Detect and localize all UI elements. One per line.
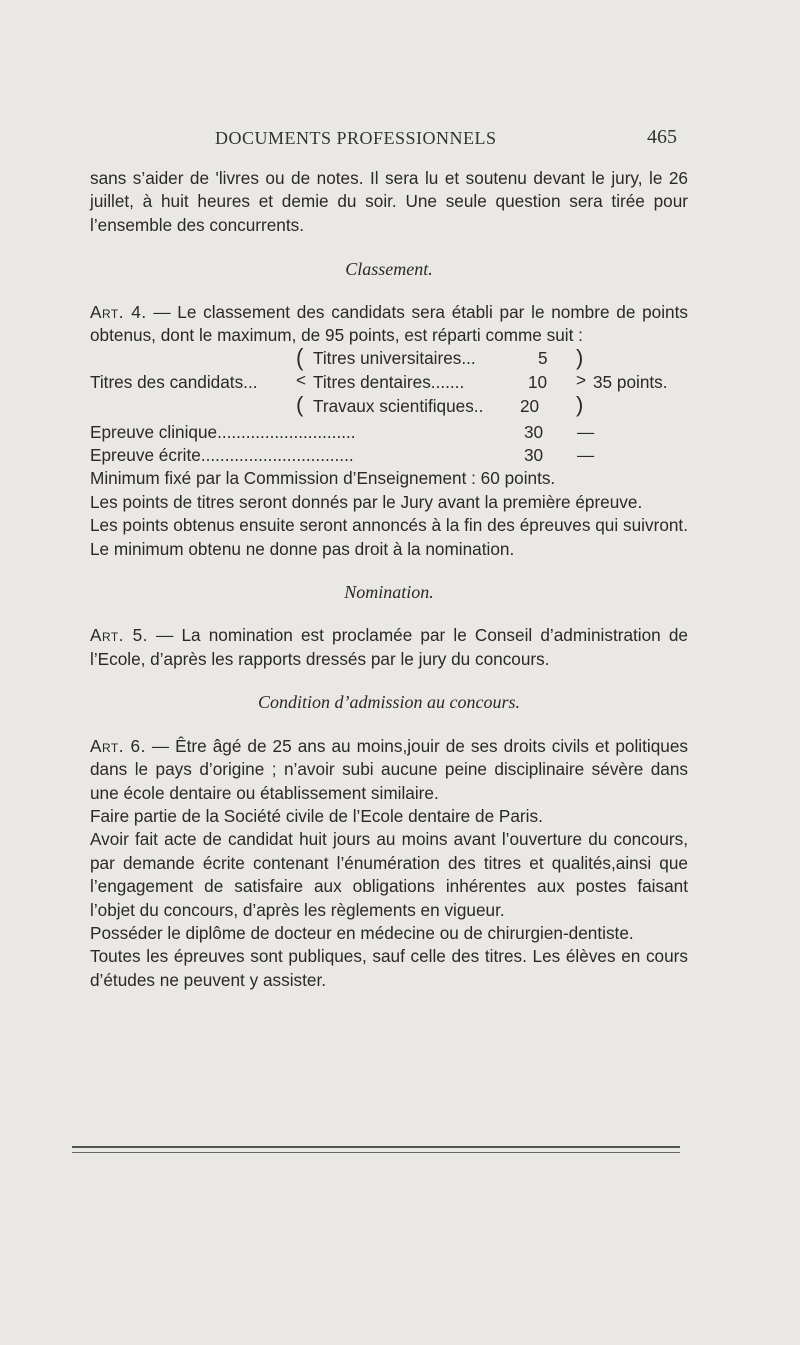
titles-group-label: Titres des candidats...: [90, 372, 258, 393]
art-5-paragraph: [90, 624, 688, 671]
titles-item-points: 5: [538, 348, 548, 369]
epreuve-points: 30: [524, 445, 544, 466]
left-brace-mid: <: [296, 370, 307, 391]
condition-paragraph: Faire partie de la Société civile de l’Ecole dentaire de Paris.: [90, 805, 543, 826]
epreuve-row: [90, 444, 688, 467]
titles-item-points: 10: [528, 372, 548, 393]
epreuve-points: 30: [524, 422, 544, 443]
art-4-label: Art. 4.: [90, 301, 147, 322]
titles-item-label: Titres universitaires...: [313, 348, 476, 369]
titres-paragraph: Les points de titres seront donnés par le Jury avant la première épreuve.: [90, 491, 643, 512]
art-4-paragraph: [90, 301, 688, 348]
epreuves-list: [90, 421, 688, 467]
epreuve-row: [90, 421, 688, 444]
condition-paragraph: Avoir fait acte de candidat huit jours au moins avant l’ouverture du concours, par demande écrite contenant l’énumération des titres et qualités,ainsi que l’engagement de satisfaire aux obligations inhérentes aux postes faisant l’objet du concours, d’après les règlements en vigueur.: [90, 829, 688, 920]
heading-condition: Condition d’admission au concours.: [257, 692, 520, 713]
left-brace-top: (: [296, 344, 304, 372]
art-5-text: — La nomination est proclamée par le Conseil d’administration de l’Ecole, d’après les rapports dressés par le jury du concours.: [90, 625, 688, 669]
minimum-line: Minimum fixé par la Commission d’Enseignement : 60 points.: [90, 468, 556, 489]
titles-item-label: Travaux scientifiques..: [313, 396, 484, 417]
running-title: DOCUMENTS PROFESSIONNELS: [215, 128, 497, 148]
points-paragraph: Les points obtenus ensuite seront annoncés à la fin des épreuves qui suivront. Le minimum obtenu ne donne pas droit à la nomination.: [90, 515, 688, 559]
heading-nomination: Nomination.: [344, 582, 434, 603]
art-6-label: Art. 6.: [90, 735, 146, 756]
titles-table: [90, 344, 688, 421]
page-number: 465: [647, 126, 677, 148]
epreuve-label: Epreuve écrite................................: [90, 445, 354, 466]
left-brace-bottom: (: [296, 392, 304, 418]
right-brace-top: ): [576, 345, 584, 371]
heading-classement: Classement.: [345, 259, 433, 280]
titles-item-label: Titres dentaires.......: [313, 372, 465, 393]
epreuve-unit: —: [577, 445, 595, 466]
footer-rule: [72, 1146, 680, 1148]
right-brace-mid: >: [576, 370, 587, 391]
epreuve-unit: —: [577, 422, 595, 443]
footer-rule-thin: [72, 1152, 680, 1153]
art-6-text: — Être âgé de 25 ans au moins,jouir de ses droits civils et politiques dans le pays d’origine ; n’avoir subi aucune peine disciplinaire sévère dans une école dentaire ou établissement similaire.: [90, 735, 688, 803]
condition-paragraph: Posséder le diplôme de docteur en médecine ou de chirurgien-dentiste.: [90, 922, 634, 943]
art-5-label: Art. 5.: [90, 625, 148, 646]
art-6-paragraph: [90, 735, 688, 805]
right-brace-bottom: ): [576, 392, 584, 418]
condition-paragraph: Toutes les épreuves sont publiques, sauf celle des titres. Les élèves en cours d’études ne peuvent y assister.: [90, 946, 688, 990]
titles-total: 35 points.: [593, 372, 668, 393]
intro-paragraph: sans s’aider de 'livres ou de notes. Il sera lu et soutenu devant le jury, le 26 juillet, à huit heures et demie du soir. Une seule question sera tirée pour l’ensemble des concurrents.: [90, 168, 688, 235]
art-4-text: — Le classement des candidats sera établi par le nombre de points obtenus, dont le maximum, de 95 points, est réparti comme suit :: [90, 301, 688, 346]
titles-item-points: 20: [520, 396, 540, 417]
page-body: [90, 167, 688, 992]
epreuve-label: Epreuve clinique.............................: [90, 422, 356, 443]
